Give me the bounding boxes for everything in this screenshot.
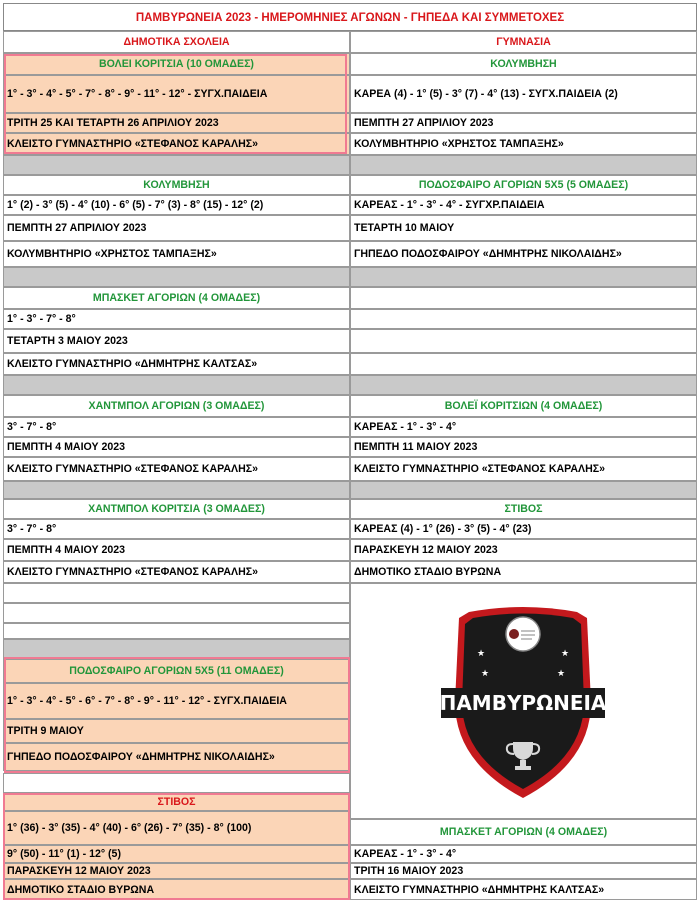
volley-girls-date: ΤΡΙΤΗ 25 ΚΑΙ ΤΕΤΑΡΤΗ 26 ΑΠΡΙΛΙΟΥ 2023 (3, 113, 350, 133)
empty-row (350, 287, 697, 309)
column-header-gymnasia: ΓΥΜΝΑΣΙΑ (350, 31, 697, 53)
handball-girls-participants: 3° - 7° - 8° (3, 519, 350, 539)
swimming-venue: ΚΟΛΥΜΒΗΤΗΡΙΟ «ΧΡΗΣΤΟΣ ΤΑΜΠΑΞΗΣ» (350, 133, 697, 155)
swimming-title: ΚΟΛΥΜΒΗΣΗ (3, 175, 350, 195)
swimming-title: ΚΟΛΥΜΒΗΣΗ (350, 53, 697, 75)
football-boys-venue: ΓΗΠΕΔΟ ΠΟΔΟΣΦΑΙΡΟΥ «ΔΗΜΗΤΡΗΣ ΝΙΚΟΛΑΙΔΗΣ» (3, 743, 350, 771)
svg-text:★: ★ (477, 649, 486, 659)
pamvyroneia-logo (350, 583, 697, 819)
column-header-primary: ΔΗΜΟΤΙΚΑ ΣΧΟΛΕΙΑ (3, 31, 350, 53)
football-boys-participants: ΚΑΡΕΑΣ - 1° - 3° - 4° - ΣΥΓΧΡ.ΠΑΙΔΕΙΑ (350, 195, 697, 215)
handball-boys-title: ΧΑΝΤΜΠΟΛ ΑΓΟΡΙΩΝ (3 ΟΜΑΔΕΣ) (3, 395, 350, 417)
football-boys-participants: 1° - 3° - 4° - 5° - 6° - 7° - 8° - 9° - 11° - 12° - ΣΥΓΧ.ΠΑΙΔΕΙΑ (3, 683, 350, 719)
volley-girls-date: ΠΕΜΠΤΗ 11 ΜΑΙΟΥ 2023 (350, 437, 697, 457)
football-boys-venue: ΓΗΠΕΔΟ ΠΟΔΟΣΦΑΙΡΟΥ «ΔΗΜΗΤΡΗΣ ΝΙΚΟΛΑΙΔΗΣ» (350, 241, 697, 267)
volley-girls-participants: ΚΑΡΕΑΣ - 1° - 3° - 4° (350, 417, 697, 437)
volley-girls-venue: ΚΛΕΙΣΤΟ ΓΥΜΝΑΣΤΗΡΙΟ «ΣΤΕΦΑΝΟΣ ΚΑΡΑΛΗΣ» (350, 457, 697, 481)
schedule-sheet (3, 3, 697, 900)
athletics-date: ΠΑΡΑΣΚΕΥΗ 12 ΜΑΙΟΥ 2023 (3, 863, 350, 879)
basket-boys-title: ΜΠΑΣΚΕΤ ΑΓΟΡΙΩΝ (4 ΟΜΑΔΕΣ) (3, 287, 350, 309)
athletics-date: ΠΑΡΑΣΚΕΥΗ 12 ΜΑΙΟΥ 2023 (350, 539, 697, 561)
separator-row (3, 267, 350, 287)
empty-row (350, 353, 697, 375)
empty-row (3, 623, 350, 639)
logo-wordmark: ΠΑΜΒΥΡΩΝΕΙΑ (439, 691, 607, 715)
basket-boys-participants: 1° - 3° - 7° - 8° (3, 309, 350, 329)
basket-boys-date: ΤΡΙΤΗ 16 ΜΑΙΟΥ 2023 (350, 863, 697, 879)
volley-girls-title: ΒΟΛΕΙ ΚΟΡΙΤΣΙΑ (10 ΟΜΑΔΕΣ) (3, 53, 350, 75)
volley-girls-venue: ΚΛΕΙΣΤΟ ΓΥΜΝΑΣΤΗΡΙΟ «ΣΤΕΦΑΝΟΣ ΚΑΡΑΛΗΣ» (3, 133, 350, 155)
empty-row (3, 603, 350, 623)
separator-row (350, 267, 697, 287)
basket-boys-participants: ΚΑΡΕΑΣ - 1° - 3° - 4° (350, 845, 697, 863)
athletics-participants: 1° (36) - 3° (35) - 4° (40) - 6° (26) - 7° (35) - 8° (100) (3, 811, 350, 845)
athletics-participants: ΚΑΡΕΑΣ (4) - 1° (26) - 3° (5) - 4° (23) (350, 519, 697, 539)
separator-row (3, 375, 350, 395)
football-boys-title: ΠΟΔΟΣΦΑΙΡΟ ΑΓΟΡΙΩΝ 5Χ5 (11 ΟΜΑΔΕΣ) (3, 659, 350, 683)
separator-row (350, 155, 697, 175)
football-boys-date: ΤΕΤΑΡΤΗ 10 ΜΑΙΟΥ (350, 215, 697, 241)
svg-text:★: ★ (557, 669, 566, 679)
handball-boys-venue: ΚΛΕΙΣΤΟ ΓΥΜΝΑΣΤΗΡΙΟ «ΣΤΕΦΑΝΟΣ ΚΑΡΑΛΗΣ» (3, 457, 350, 481)
handball-girls-venue: ΚΛΕΙΣΤΟ ΓΥΜΝΑΣΤΗΡΙΟ «ΣΤΕΦΑΝΟΣ ΚΑΡΑΛΗΣ» (3, 561, 350, 583)
football-boys-title: ΠΟΔΟΣΦΑΙΡΟ ΑΓΟΡΙΩΝ 5Χ5 (5 ΟΜΑΔΕΣ) (350, 175, 697, 195)
swimming-participants: ΚΑΡΕΑ (4) - 1° (5) - 3° (7) - 4° (13) - ΣΥΓΧ.ΠΑΙΔΕΙΑ (2) (350, 75, 697, 113)
empty-row (350, 329, 697, 353)
handball-girls-date: ΠΕΜΠΤΗ 4 ΜΑΙΟΥ 2023 (3, 539, 350, 561)
page-title: ΠΑΜΒΥΡΩΝΕΙΑ 2023 - ΗΜΕΡΟΜΗΝΙΕΣ ΑΓΩΝΩΝ - ΓΗΠΕΔΑ ΚΑΙ ΣΥΜΜΕΤΟΧΕΣ (3, 3, 697, 31)
separator-row (3, 481, 350, 499)
svg-text:★: ★ (561, 649, 570, 659)
athletics-venue: ΔΗΜΟΤΙΚΟ ΣΤΑΔΙΟ ΒΥΡΩΝΑ (350, 561, 697, 583)
handball-boys-participants: 3° - 7° - 8° (3, 417, 350, 437)
separator-row (3, 155, 350, 175)
swimming-participants: 1° (2) - 3° (5) - 4° (10) - 6° (5) - 7° (3) - 8° (15) - 12° (2) (3, 195, 350, 215)
handball-girls-title: ΧΑΝΤΜΠΟΛ ΚΟΡΙΤΣΙΑ (3 ΟΜΑΔΕΣ) (3, 499, 350, 519)
separator-row (350, 375, 697, 395)
volley-girls-title: ΒΟΛΕΪ ΚΟΡΙΤΣΙΩΝ (4 ΟΜΑΔΕΣ) (350, 395, 697, 417)
empty-row (3, 583, 350, 603)
empty-row (3, 773, 350, 793)
swimming-date: ΠΕΜΠΤΗ 27 ΑΠΡΙΛΙΟΥ 2023 (350, 113, 697, 133)
football-boys-date: ΤΡΙΤΗ 9 ΜΑΙΟΥ (3, 719, 350, 743)
volley-girls-participants: 1° - 3° - 4° - 5° - 7° - 8° - 9° - 11° - 12° - ΣΥΓΧ.ΠΑΙΔΕΙΑ (3, 75, 350, 113)
athletics-title: ΣΤΙΒΟΣ (350, 499, 697, 519)
basket-boys-date: ΤΕΤΑΡΤΗ 3 ΜΑΙΟΥ 2023 (3, 329, 350, 353)
athletics-venue: ΔΗΜΟΤΙΚΟ ΣΤΑΔΙΟ ΒΥΡΩΝΑ (3, 879, 350, 900)
swimming-venue: ΚΟΛΥΜΒΗΤΗΡΙΟ «ΧΡΗΣΤΟΣ ΤΑΜΠΑΞΗΣ» (3, 241, 350, 267)
basket-boys-venue: ΚΛΕΙΣΤΟ ΓΥΜΝΑΣΤΗΡΙΟ «ΔΗΜΗΤΡΗΣ ΚΑΛΤΣΑΣ» (3, 353, 350, 375)
basket-boys-venue: ΚΛΕΙΣΤΟ ΓΥΜΝΑΣΤΗΡΙΟ «ΔΗΜΗΤΡΗΣ ΚΑΛΤΣΑΣ» (350, 879, 697, 900)
athletics-title: ΣΤΙΒΟΣ (3, 793, 350, 811)
empty-row (350, 309, 697, 329)
basket-boys-title: ΜΠΑΣΚΕΤ ΑΓΟΡΙΩΝ (4 ΟΜΑΔΕΣ) (350, 819, 697, 845)
separator-row (3, 639, 350, 659)
svg-text:★: ★ (481, 669, 490, 679)
separator-row (350, 481, 697, 499)
swimming-date: ΠΕΜΠΤΗ 27 ΑΠΡΙΛΙΟΥ 2023 (3, 215, 350, 241)
logo-graphic (351, 584, 696, 818)
athletics-participants-cont: 9° (50) - 11° (1) - 12° (5) (3, 845, 350, 863)
handball-boys-date: ΠΕΜΠΤΗ 4 ΜΑΙΟΥ 2023 (3, 437, 350, 457)
